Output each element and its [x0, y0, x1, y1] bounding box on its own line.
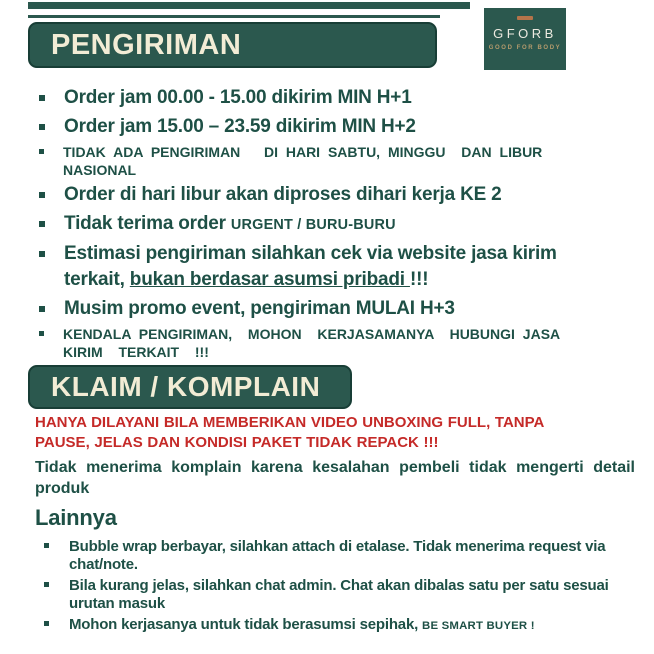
- bullet-square-icon: [39, 149, 44, 154]
- logo-dash-icon: [517, 16, 533, 20]
- list-item-text: Tidak terima order URGENT / BURU-BURU: [64, 213, 396, 234]
- bullet-square-icon: [39, 124, 45, 130]
- list-item: [36, 296, 602, 322]
- pengiriman-bullet-list: [36, 85, 602, 364]
- list-item-text: Order jam 00.00 - 15.00 dikirim MIN H+1: [64, 87, 412, 108]
- logo-tagline-text: GOOD FOR BODY: [488, 45, 562, 51]
- list-item-text: Musim promo event, pengiriman MULAI H+3: [64, 298, 455, 319]
- list-item: [36, 85, 602, 111]
- logo-brand-text: GFORB: [493, 26, 557, 41]
- lainnya-section: [35, 505, 621, 640]
- bullet-square-icon: [39, 221, 45, 227]
- list-item-text: Bila kurang jelas, silahkan chat admin. Chat akan dibalas satu per satu sesuai urutan masuk: [69, 577, 609, 612]
- list-item-text: TIDAK ADA PENGIRIMAN DI HARI SABTU, MINGGU DAN LIBUR NASIONAL: [63, 144, 559, 178]
- list-item: [36, 211, 602, 238]
- bullet-square-icon: [39, 331, 44, 336]
- bullet-square-icon: [44, 582, 49, 587]
- bullet-square-icon: [44, 543, 49, 548]
- klaim-note-text: Tidak menerima komplain karena kesalahan pembeli tidak mengerti detail produk: [35, 459, 635, 497]
- list-item: [35, 538, 621, 573]
- bullet-square-icon: [44, 621, 49, 626]
- section-title-klaim: KLAIM / KOMPLAIN: [51, 371, 321, 402]
- top-divider-thick: [28, 2, 470, 9]
- list-item: [36, 182, 602, 208]
- list-item: [36, 325, 602, 361]
- klaim-text-block: [35, 413, 635, 499]
- bullet-square-icon: [39, 306, 45, 312]
- list-item-text: Order jam 15.00 – 23.59 dikirim MIN H+2: [64, 116, 416, 137]
- section-header-klaim: [28, 365, 352, 409]
- section-title-pengiriman: PENGIRIMAN: [51, 28, 242, 61]
- list-item-text: Bubble wrap berbayar, silahkan attach di etalase. Tidak menerima request via chat/note.: [69, 538, 606, 573]
- lainnya-bullet-list: [35, 538, 621, 636]
- section-header-pengiriman: [28, 22, 437, 68]
- list-item-text: Estimasi pengiriman silahkan cek via website jasa kirim terkait, bukan berdasar asumsi pribadi !!!: [64, 243, 557, 290]
- list-item: [35, 577, 621, 612]
- gforb-logo: [484, 8, 566, 70]
- list-item-text: KENDALA PENGIRIMAN, MOHON KERJASAMANYA HUBUNGI JASA KIRIM TERKAIT !!!: [63, 326, 568, 360]
- top-divider-thin: [28, 15, 440, 18]
- list-item: [36, 241, 602, 293]
- bullet-square-icon: [39, 95, 45, 101]
- bullet-square-icon: [39, 192, 45, 198]
- list-item-text: Order di hari libur akan diproses dihari kerja KE 2: [64, 184, 502, 205]
- bullet-square-icon: [39, 251, 45, 257]
- list-item: [36, 114, 602, 140]
- list-item: [36, 143, 602, 179]
- klaim-warning-text: HANYA DILAYANI BILA MEMBERIKAN VIDEO UNBOXING FULL, TANPA PAUSE, JELAS DAN KONDISI PAKET TIDAK REPACK !!!: [35, 414, 544, 451]
- list-item: [35, 616, 621, 636]
- list-item-text: Mohon kerjasanya untuk tidak berasumsi sepihak, BE SMART BUYER !: [69, 616, 535, 633]
- lainnya-title: Lainnya: [35, 505, 117, 530]
